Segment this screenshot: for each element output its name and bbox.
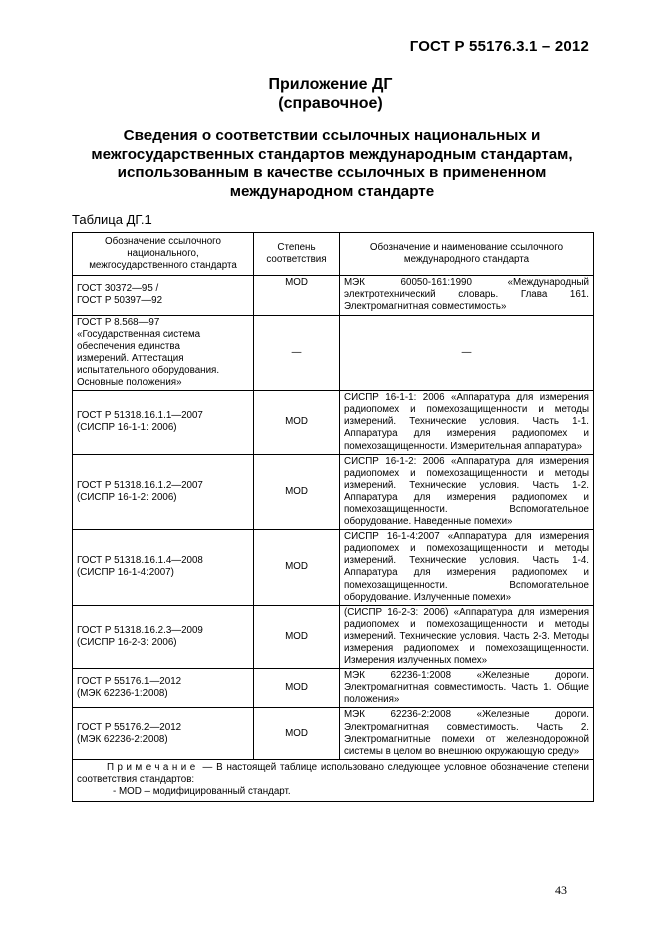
header-line: Обозначение и наименование ссылочного [369, 242, 564, 254]
degree-cell: MOD [254, 530, 340, 606]
document-code: ГОСТ Р 55176.3.1 – 2012 [409, 38, 589, 55]
section-title-line: межгосударственных стандартов международным стандартам, [91, 145, 573, 163]
header-degree [254, 233, 340, 276]
national-standard-line: (СИСПР 16-2-3: 2006) [77, 636, 177, 648]
national-standard-line: ГОСТ Р 51318.16.1.1—2007 [77, 410, 203, 422]
header-line: международного стандарта [403, 254, 530, 266]
degree-cell: — [254, 315, 340, 391]
national-standard-line: испытательного оборудования. [77, 364, 220, 376]
header-line: национального, [127, 248, 199, 260]
header-international-standard [340, 233, 594, 276]
degree-cell: MOD [254, 605, 340, 668]
header-line: Степень [277, 242, 316, 254]
national-standard-cell [73, 454, 254, 530]
national-standard-cell [73, 391, 254, 454]
national-standard-cell [73, 276, 254, 315]
table-note-row [73, 759, 594, 801]
national-standard-cell [73, 708, 254, 759]
page-number: 43 [555, 883, 567, 897]
international-standard-cell: МЭК 62236-1:2008 «Железные дороги. Электромагнитная совместимость. Часть 1. Общие положения» [340, 669, 594, 708]
national-standard-line: (МЭК 62236-2:2008) [77, 733, 168, 745]
header-national-standard [73, 233, 254, 276]
international-standard-cell: (СИСПР 16-2-3: 2006) «Аппаратура для измерения радиопомех и помехозащищенности и методы измерений. Технические условия. Часть 2-3. Методы измерения радиопомех и помехозащищенности. Измерения излученных помех» [340, 605, 594, 668]
national-standard-line: ГОСТ Р 50397—92 [77, 295, 163, 307]
note-heading [77, 762, 589, 786]
table-row [73, 605, 594, 668]
international-standard-cell: СИСПР 16-1-2: 2006 «Аппаратура для измерения радиопомех и помехозащищенности и методы измерений. Технические условия. Часть 1-2. Аппаратура для измерения радиопомех и помехозащищенности. Вспомогательное оборудование. Наведенные помехи» [340, 454, 594, 530]
section-title-line: Сведения о соответствии ссылочных национальных и [123, 127, 541, 144]
national-standard-cell [73, 530, 254, 606]
national-standard-line: (СИСПР 16-1-4:2007) [77, 567, 174, 579]
national-standard-line: ГОСТ Р 51318.16.1.4—2008 [77, 555, 203, 567]
international-standard-cell: МЭК 62236-2:2008 «Железные дороги. Электромагнитная совместимость. Часть 2. Электромагнитные помехи от железнодорожной системы в целом во внешнюю окружающую среду» [340, 708, 594, 759]
national-standard-line: (СИСПР 16-1-1: 2006) [77, 422, 177, 434]
table-header-row [73, 233, 594, 276]
international-standard-cell: — [340, 315, 594, 391]
national-standard-line: ГОСТ Р 55176.1—2012 [77, 676, 182, 688]
table-row [73, 454, 594, 530]
table-row [73, 315, 594, 391]
table-row [73, 669, 594, 708]
note-label: Примечание [107, 761, 199, 773]
national-standard-cell [73, 669, 254, 708]
national-standard-line: (СИСПР 16-1-2: 2006) [77, 491, 177, 503]
table-row [73, 708, 594, 759]
section-title-line: международном стандарте [229, 182, 435, 200]
international-standard-cell: СИСПР 16-1-4:2007 «Аппаратура для измерения радиопомех и помехозащищенности и методы измерений. Технические условия. Часть 1-4. Аппаратура для измерения радиопомех и помехозащищенности. Вспомогательное оборудование. Излученные помехи» [340, 530, 594, 606]
note-text: — В настоящей таблице использовано следующее условное обозначение степени соответствия стандартов: [77, 761, 589, 785]
degree-cell: MOD [254, 708, 340, 759]
international-standard-cell: МЭК 60050-161:1990 «Международный электротехнический словарь. Глава 161. Электромагнитная совместимость» [340, 276, 594, 315]
national-standard-line: ГОСТ 30372—95 / [77, 283, 159, 295]
national-standard-cell [73, 315, 254, 391]
correspondence-table [72, 232, 594, 802]
national-standard-cell [73, 605, 254, 668]
national-standard-line: «Государственная система [77, 328, 201, 340]
table-note [73, 759, 594, 801]
national-standard-line: обеспечения единства [77, 340, 180, 352]
header-line: межгосударственного стандарта [89, 260, 237, 272]
national-standard-line: ГОСТ Р 51318.16.2.3—2009 [77, 624, 203, 636]
national-standard-line: измерений. Аттестация [77, 352, 184, 364]
section-title-line: использованным в качестве ссылочных в примененном [117, 164, 547, 181]
international-standard-cell: СИСПР 16-1-1: 2006 «Аппаратура для измерения радиопомех и помехозащищенности и методы измерений. Технические условия. Часть 1-1. Аппаратура для измерения радиопомех и помехозащищенности. Измерительная аппаратура» [340, 391, 594, 454]
national-standard-line: (МЭК 62236-1:2008) [77, 688, 168, 700]
national-standard-line: ГОСТ Р 8.568—97 [77, 316, 160, 328]
appendix-title [0, 75, 661, 113]
table-row [73, 530, 594, 606]
degree-cell: MOD [254, 391, 340, 454]
table-label: Таблица ДГ.1 [72, 212, 152, 227]
section-title [72, 127, 592, 201]
appendix-subtitle: (справочное) [278, 95, 383, 112]
note-item: - MOD – модифицированный стандарт. [113, 786, 291, 798]
degree-cell: MOD [254, 276, 340, 315]
header-line: Обозначение ссылочного [105, 236, 221, 247]
national-standard-line: Основные положения» [77, 377, 182, 389]
header-line: соответствия [266, 254, 327, 266]
table-row [73, 276, 594, 315]
national-standard-line: ГОСТ Р 51318.16.1.2—2007 [77, 479, 203, 491]
degree-cell: MOD [254, 454, 340, 530]
degree-cell: MOD [254, 669, 340, 708]
national-standard-line: ГОСТ Р 55176.2—2012 [77, 721, 182, 733]
table-row [73, 391, 594, 454]
appendix-title-line: Приложение ДГ [268, 76, 393, 93]
